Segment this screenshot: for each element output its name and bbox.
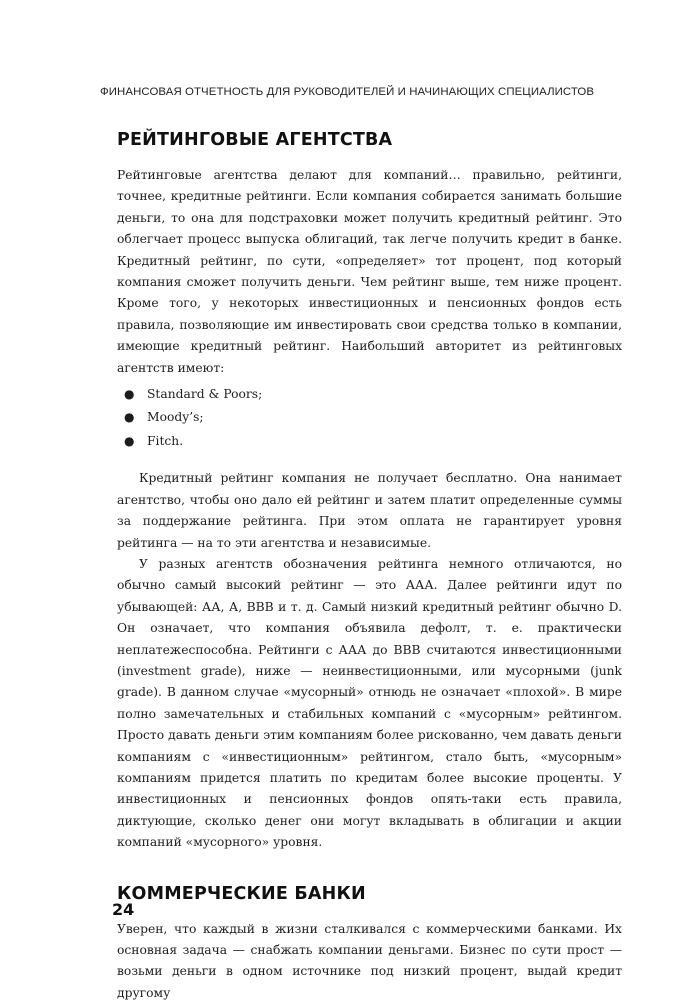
list-item-text: Fitch.	[147, 433, 184, 448]
page-content	[117, 128, 622, 1004]
paragraph-rating-scale: У разных агентств обозначения рейтинга немного отличаются, но обычно самый высокий рейтинг — это ААА. Далее рейтинги идут по убывающей: АА, А, ВВВ и т. д. Самый низкий кредитный рейтинг обычно D. Он означает, что компания объявила дефолт, т. е. практически неплатежеспособна. Рейтинги с ААА до ВВВ считаются инвестиционными (investment grade), ниже — неинвестиционными, или мусорными (junk grade). В данном случае «мусорный» отнюдь не означает «плохой». В мире полно замечательных и стабильных компаний с «мусорным» рейтингом. Просто давать деньги этим компаниям более рискованно, чем давать деньги компаниям с «инвестиционным» рейтингом, стало быть, «мусорным» компаниям придется платить по кредитам более высокие проценты. У инвестиционных и пенсионных фондов опять-таки есть правила, диктующие, сколько денег они могут вкладывать в облигации и акции компаний «мусорного» уровня.	[117, 556, 622, 850]
list-item	[117, 406, 622, 429]
section-title-rating-agencies: РЕЙТИНГОВЫЕ АГЕНТСТВА	[117, 130, 393, 150]
paragraph-rating-intro: Рейтинговые агентства делают для компаний… правильно, рейтинги, точнее, кредитные рейтинги. Если компания собирается занимать большие деньги, то она для подстраховки может получить кредитный рейтинг. Это облегчает процесс выпуска облигаций, так легче получить кредит в банке. Кредитный рейтинг, по сути, «определяет» тот процент, под который компания сможет получить деньги. Чем рейтинг выше, тем ниже процент. Кроме того, у некоторых инвестиционных и пенсионных фондов есть правила, позволяющие им инвестировать свои средства только в компании, имеющие кредитный рейтинг. Наибольший авторитет из рейтинговых агентств имеют:	[117, 168, 622, 375]
section-title-commercial-banks: КОММЕРЧЕСКИЕ БАНКИ	[117, 883, 366, 904]
running-head: ФИНАНСОВАЯ ОТЧЕТНОСТЬ ДЛЯ РУКОВОДИТЕЛЕЙ И НАЧИНАЮЩИХ СПЕЦИАЛИСТОВ	[100, 86, 595, 98]
paragraph-rating-fee: Кредитный рейтинг компания не получает бесплатно. Она нанимает агентство, чтобы оно дало ей рейтинг и затем платит определенные суммы за поддержание рейтинга. При этом оплата не гарантирует уровня рейтинга — на то эти агентства и независимые.	[117, 471, 622, 550]
list-item	[117, 430, 622, 453]
list-item-text: Moody’s;	[147, 410, 204, 425]
list-item-text: Standard & Poors;	[147, 387, 263, 402]
paragraph-banks-intro: Уверен, что каждый в жизни сталкивался с коммерческими банками. Их основная задача — снабжать компании деньгами. Бизнес по сути прост — возьми деньги в одном источнике под низкий процент, выдай кредит другому	[117, 921, 622, 1000]
page-number: 24	[112, 900, 135, 919]
spacer	[117, 854, 622, 882]
bullet-icon: ●	[124, 387, 135, 402]
agency-list	[117, 383, 622, 453]
spacer	[117, 457, 622, 468]
bullet-icon: ●	[124, 410, 135, 425]
bullet-icon: ●	[124, 433, 135, 448]
list-item	[117, 383, 622, 406]
